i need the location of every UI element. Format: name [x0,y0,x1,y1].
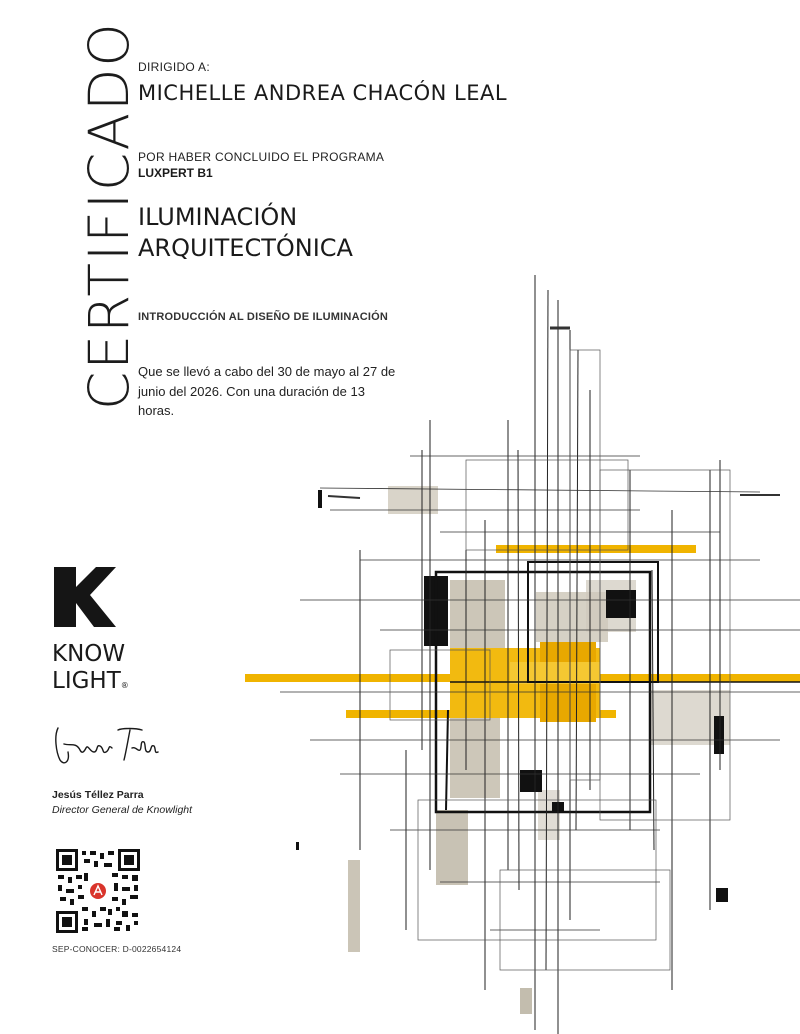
brand-name-light: LIGHT [52,668,121,694]
trademark-symbol: ® [120,681,129,690]
brand-name-line1: KNOW [52,641,126,667]
artwork-vertical-bar [520,988,532,1014]
program-intro: POR HABER CONCLUIDO EL PROGRAMA [138,150,385,164]
course-title: ILUMINACIÓN ARQUITECTÓNICA [138,203,353,262]
registration-code: SEP-CONOCER: D-0022654124 [52,944,182,954]
brand-name [52,641,172,695]
signer-role: Director General de Knowlight [52,804,193,816]
program-name: LUXPERT B1 [138,166,213,180]
knowlight-logo-icon [52,565,116,629]
signature-image [50,722,160,768]
recipient-name: MICHELLE ANDREA CHACÓN LEAL [138,81,508,105]
qr-code[interactable] [56,849,140,933]
addressed-label: DIRIGIDO A: [138,60,210,74]
course-description: Que se llevó a cabo del 30 de mayo al 27 de junio del 2026. Con una duración de 13 horas. [138,364,396,418]
signer-name: Jesús Téllez Parra [52,789,144,801]
module-title: INTRODUCCIÓN AL DISEÑO DE ILUMINACIÓN [138,311,389,323]
architectural-lighting-artwork [240,270,800,1034]
brand-name-line2 [52,668,172,695]
certificate-vertical-title: CERTIFICADO [77,21,141,410]
